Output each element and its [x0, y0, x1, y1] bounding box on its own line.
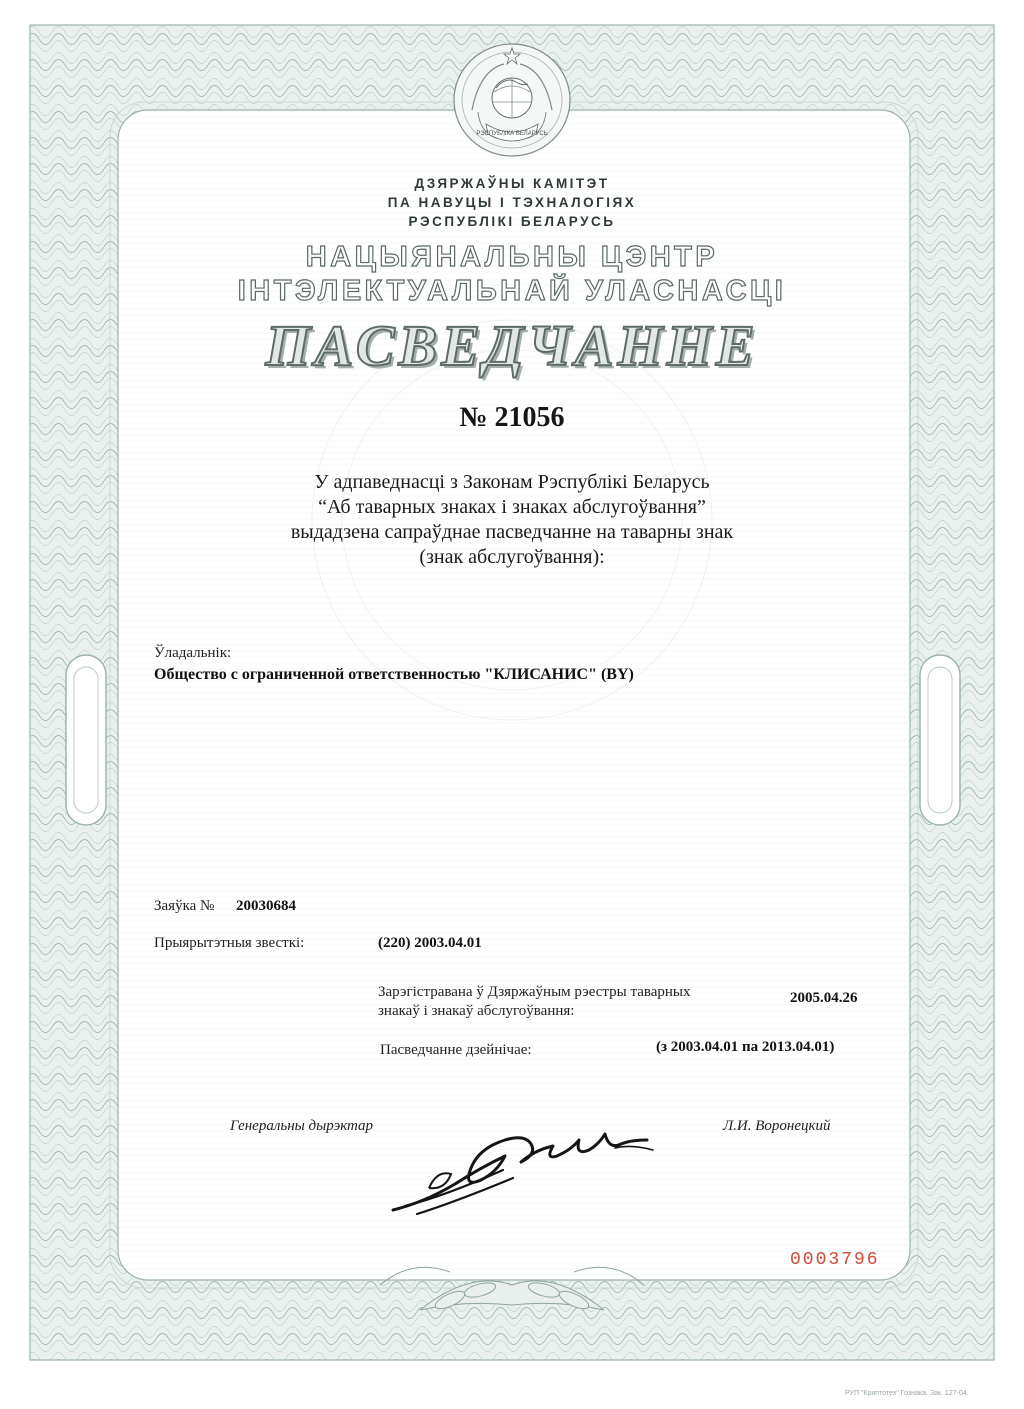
committee-line: ПА НАВУЦЫ І ТЭХНАЛОГІЯХ	[387, 195, 637, 210]
serial-number: 0003796	[790, 1250, 880, 1270]
application-number: 20030684	[236, 898, 296, 914]
priority-value: (220) 2003.04.01	[378, 935, 482, 951]
handwritten-signature	[385, 1110, 655, 1225]
signatory-name: Л.И. Воронецкий	[723, 1118, 831, 1134]
priority-label: Прыярытэтныя звесткі:	[154, 935, 305, 951]
center-name-line: НАЦЫЯНАЛЬНЫ ЦЭНТР	[305, 241, 719, 273]
emblem-ribbon-text: РЭСПУБЛІКА БЕЛАРУСЬ	[476, 131, 548, 137]
legal-statement	[0, 470, 1024, 570]
signatory-role: Генеральны дырэктар	[230, 1118, 374, 1134]
owner-label: Ўладальнік:	[154, 645, 232, 661]
committee-line: ДЗЯРЖАЎНЫ КАМІТЭТ	[414, 176, 610, 191]
statement-line: “Аб таварных знаках і знаках абслугоўвання”	[318, 496, 706, 518]
registration-date: 2005.04.26	[790, 990, 858, 1006]
application-label: Заяўка №	[154, 898, 215, 914]
statement-line: У адпаведнасці з Законам Рэспублікі Беларусь	[314, 471, 710, 493]
certificate-number: № 21056	[459, 402, 565, 433]
center-name-block	[0, 240, 1024, 308]
center-name-line: ІНТЭЛЕКТУАЛЬНАЙ УЛАСНАСЦІ	[237, 275, 787, 307]
statement-line: выдадзена сапраўднае пасведчанне на таварны знак	[290, 521, 734, 543]
validity-period: (з 2003.04.01 па 2013.04.01)	[656, 1039, 835, 1055]
state-emblem-icon	[450, 40, 574, 160]
validity-label: Пасведчанне дзейнічае:	[380, 1042, 532, 1058]
owner-name: Общество с ограниченной ответственностью "КЛИСАНИС" (BY)	[154, 666, 634, 683]
committee-line: РЭСПУБЛІКІ БЕЛАРУСЬ	[408, 214, 616, 229]
committee-block	[0, 174, 1024, 231]
registration-label: Зарэгістравана ў Дзяржаўным рэестры таварных знакаў і знакаў абслугоўвання:	[378, 984, 691, 1019]
document-title: ПАСВЕДЧАННЕ	[265, 313, 759, 378]
statement-line: (знак абслугоўвання):	[419, 546, 605, 568]
printer-imprint: РУП "Криптотех" Гознака. Зак. 127-04.	[845, 1390, 969, 1397]
